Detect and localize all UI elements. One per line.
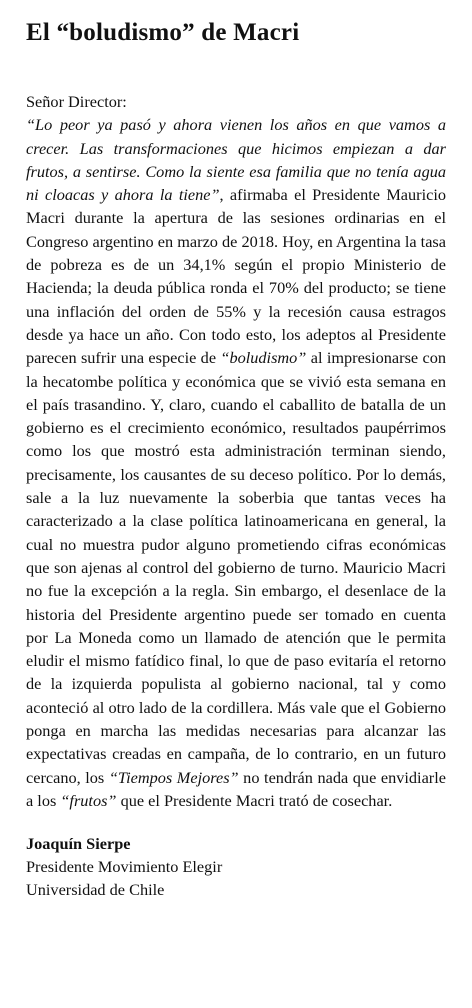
opening-quote: “Lo peor ya pasó y ahora vienen los años en que vamos a crecer. Las transformaciones que hicimos empiezan a dar frutos, a sentirse. Como la siente esa familia que no tenía agua ni cloacas y ahora la tiene” — [26, 115, 446, 205]
letter-title: El “boludismo” de Macri — [26, 19, 300, 46]
body-text-2: al impresionarse con la hecatombe política y económica que se vivió esta semana en el país trasandino. Y, claro, cuando el caballito de batalla de un gobierno es el crecimiento económico, resultados paupérrimos como los que mostró esta administración terminan siendo, precisamente, los causantes de su deceso político. Por lo demás, sale a la luz nuevamente la soberbia que tantas veces ha caracterizado a la clase política latinoamericana en general, la cual no muestra pudor alguno prometiendo cifras económicas que son ajenas al control del gobierno de turno. Mauricio Macri no fue la excepción a la regla. Sin embargo, el desenlace de la historia del Presidente argentino puede ser tomado en cuenta por La Moneda como un llamado de atención que le permita eludir el mismo fatídico final, lo que de paso evitaría el retorno de la izquierda populista al gobierno nacional, tal y como aconteció al otro lado de la cordillera. Más vale que el Gobierno ponga en marcha las medidas necesarias para alcanzar las expectativas creadas en campaña, de lo contrario, en un futuro cercano, los — [26, 348, 447, 787]
body-text-3: no tendrán nada que envidiarle a los — [26, 767, 446, 810]
signature-name: Joaquín Sierpe — [26, 834, 131, 854]
body-text-1: , afirmaba el Presidente Mauricio Macri durante la apertura de las sesiones ordinarias en el Congreso argentino en marzo de 2018. Hoy, en Argentina la tasa de pobreza es de un 34,1% según el propio Ministerio de Hacienda; la deuda pública ronda el 70% del producto; se tiene una inflación del orden de 55% y la recesión causa estragos desde ya hace un año. Con todo esto, los adeptos al Presidente parecen sufrir una especie de — [26, 185, 447, 368]
salutation: Señor Director: — [26, 92, 127, 111]
tiempos-mejores-term: “Tiempos Mejores” — [108, 767, 239, 787]
boludismo-term: “boludismo” — [220, 348, 307, 368]
letter-body — [26, 113, 446, 812]
signature-block — [26, 832, 446, 901]
signature-role: Presidente Movimiento Elegir — [26, 857, 223, 877]
signature-affiliation: Universidad de Chile — [26, 880, 165, 900]
letter-content — [26, 90, 446, 812]
body-text-4: que el Presidente Macri trató de cosechar. — [116, 790, 393, 810]
frutos-term: “frutos” — [60, 790, 117, 810]
